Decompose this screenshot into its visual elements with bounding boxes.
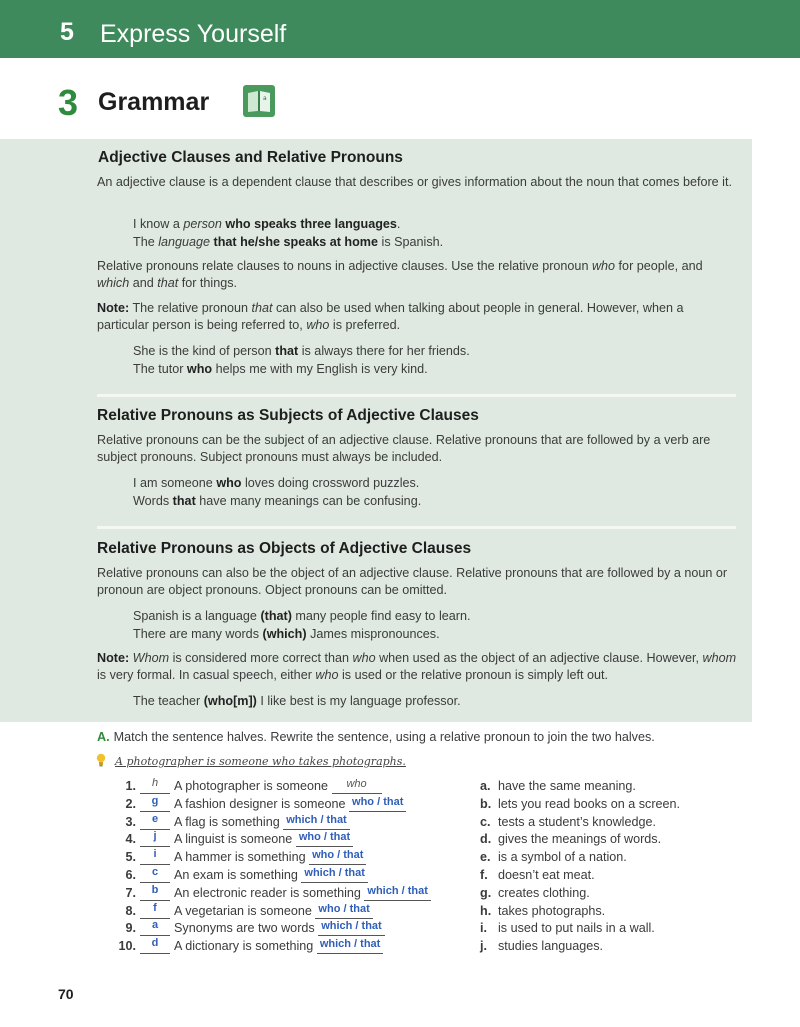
ending-letter: h. [480,903,492,918]
sentence-second-half: takes photographs. [498,903,606,918]
ending-letter: g. [480,885,492,900]
exercise-instruction: A. Match the sentence halves. Rewrite the sentence, using a relative pronoun to join the two halves. [97,730,655,744]
ending-letter: f. [480,868,488,882]
grammar-paragraph: An adjective clause is a dependent clause that describes or gives information about the noun that comes before it. [97,175,732,189]
example-sentence: The tutor who helps me with my English is very kind. [133,362,428,376]
page-number: 70 [58,986,74,1002]
sentence-first-half: An electronic reader is something which / that [174,886,431,901]
ending-letter: i. [480,921,487,936]
exercise-item [0,901,800,922]
pronoun-answer-field[interactable]: which / that [317,939,384,954]
section-divider [97,526,736,529]
example-sentence: I know a person who speaks three languages. [133,217,401,231]
match-letter-field[interactable]: h [140,779,170,794]
item-number: 5. [125,850,136,865]
example-sentence: There are many words (which) James mispronounces. [133,627,440,641]
exercise-item [0,868,800,886]
match-letter-field[interactable]: j [140,832,170,847]
item-number: 1. [125,779,136,793]
sentence-second-half: studies languages. [498,939,604,954]
sentence-second-half: have the same meaning. [498,779,636,793]
match-letter-field[interactable]: g [140,797,170,812]
sentence-second-half: doesn’t eat meat. [498,868,595,882]
sentence-second-half: tests a student’s knowledge. [498,814,656,829]
item-number: 7. [125,885,136,900]
exercise-item [0,832,800,850]
sentence-first-half: A vegetarian is someone who / that [174,904,373,919]
pronoun-answer-field[interactable]: which / that [364,886,431,901]
sentence-first-half: A hammer is something who / that [174,850,366,865]
book-icon [242,84,276,118]
item-number: 3. [125,814,136,829]
unit-number: 5 [60,18,74,46]
unit-header-bar [0,0,800,58]
sentence-second-half: creates clothing. [498,885,590,900]
pronoun-answer-field[interactable]: who [332,779,382,794]
ending-letter: d. [480,832,492,847]
exercise-item [0,883,800,904]
pronoun-answer-field[interactable]: who / that [315,904,372,919]
sentence-second-half: gives the meanings of words. [498,832,662,847]
pronoun-answer-field[interactable]: which / that [301,868,368,883]
ending-letter: c. [480,814,491,829]
grammar-paragraph: Relative pronouns can also be the object of an adjective clause. Relative pronouns that are followed by a noun or pronoun are object pronouns. Object pronouns can be omitted. [97,566,728,597]
ending-letter: e. [480,850,491,865]
grammar-heading: Relative Pronouns as Subjects of Adjective Clauses [97,407,479,424]
svg-text:a: a [263,95,267,102]
sentence-first-half: An exam is something which / that [174,868,368,883]
sentence-first-half: A dictionary is something which / that [174,939,383,954]
match-letter-field[interactable]: d [140,939,170,954]
ending-letter: a. [480,779,491,793]
pronoun-answer-field[interactable]: who / that [349,797,406,812]
sentence-second-half: is a symbol of a nation. [498,850,627,865]
match-letter-field[interactable]: e [140,815,170,830]
example-sentence: The teacher (who[m]) I like best is my language professor. [133,694,461,708]
example-sentence: I am someone who loves doing crossword puzzles. [133,476,420,490]
match-letter-field[interactable]: a [140,921,170,936]
grammar-heading: Adjective Clauses and Relative Pronouns [98,149,403,166]
pronoun-answer-field[interactable]: which / that [283,815,350,830]
item-number: 8. [125,903,136,918]
example-sentence: Words that have many meanings can be confusing. [133,494,422,508]
sentence-first-half: Synonyms are two words which / that [174,921,385,936]
sentence-first-half: A fashion designer is someone who / that [174,797,406,812]
section-title: Grammar [98,88,210,116]
item-number: 9. [125,921,136,936]
pronoun-answer-field[interactable]: who / that [296,832,353,847]
exercise-item [0,812,800,833]
example-sentence: Spanish is a language (that) many people find easy to learn. [133,609,471,623]
item-number: 10. [118,939,136,954]
grammar-paragraph: Relative pronouns relate clauses to nouns in adjective clauses. Use the relative pronoun who for people, and which and that for things. [97,259,703,290]
grammar-note: Note: Whom is considered more correct than who when used as the object of an adjective clause. However, whom is very formal. In casual speech, either who is used or the relative pronoun is simply left out. [97,651,737,682]
exercise-item [0,850,800,868]
sentence-first-half: A photographer is someone who [174,779,382,794]
grammar-paragraph: Relative pronouns can be the subject of an adjective clause. Relative pronouns that are followed by a verb are subject pronouns. Subject pronouns must always be included. [97,433,711,464]
sentence-second-half: lets you read books on a screen. [498,796,681,811]
match-letter-field[interactable]: i [140,850,170,865]
item-number: 4. [125,832,136,847]
sentence-second-half: is used to put nails in a wall. [498,921,655,936]
item-number: 2. [125,796,136,811]
exercise-item [0,794,800,815]
example-sentence: The language that he/she speaks at home is Spanish. [133,235,444,249]
grammar-heading: Relative Pronouns as Objects of Adjective Clauses [97,540,472,557]
unit-title: Express Yourself [100,20,287,48]
exercise-item [0,921,800,939]
sentence-first-half: A flag is something which / that [174,815,350,830]
pronoun-answer-field[interactable]: who / that [309,850,366,865]
example-sentence: She is the kind of person that is always there for her friends. [133,344,470,358]
lightbulb-icon [96,753,106,767]
section-divider [97,394,736,397]
section-number: 3 [58,82,79,123]
ending-letter: j. [480,939,487,954]
match-letter-field[interactable]: f [140,904,170,919]
sentence-first-half: A linguist is someone who / that [174,832,353,847]
match-letter-field[interactable]: b [140,886,170,901]
match-letter-field[interactable]: c [140,868,170,883]
item-number: 6. [125,868,136,882]
exercise-item [0,779,800,797]
model-answer: A photographer is someone who takes photographs. [115,755,406,768]
grammar-note: Note: The relative pronoun that can also be used when talking about people in general. However, when a particular person is being referred to, who is preferred. [97,301,684,332]
exercise-item [0,939,800,957]
ending-letter: b. [480,796,492,811]
pronoun-answer-field[interactable]: which / that [318,921,385,936]
